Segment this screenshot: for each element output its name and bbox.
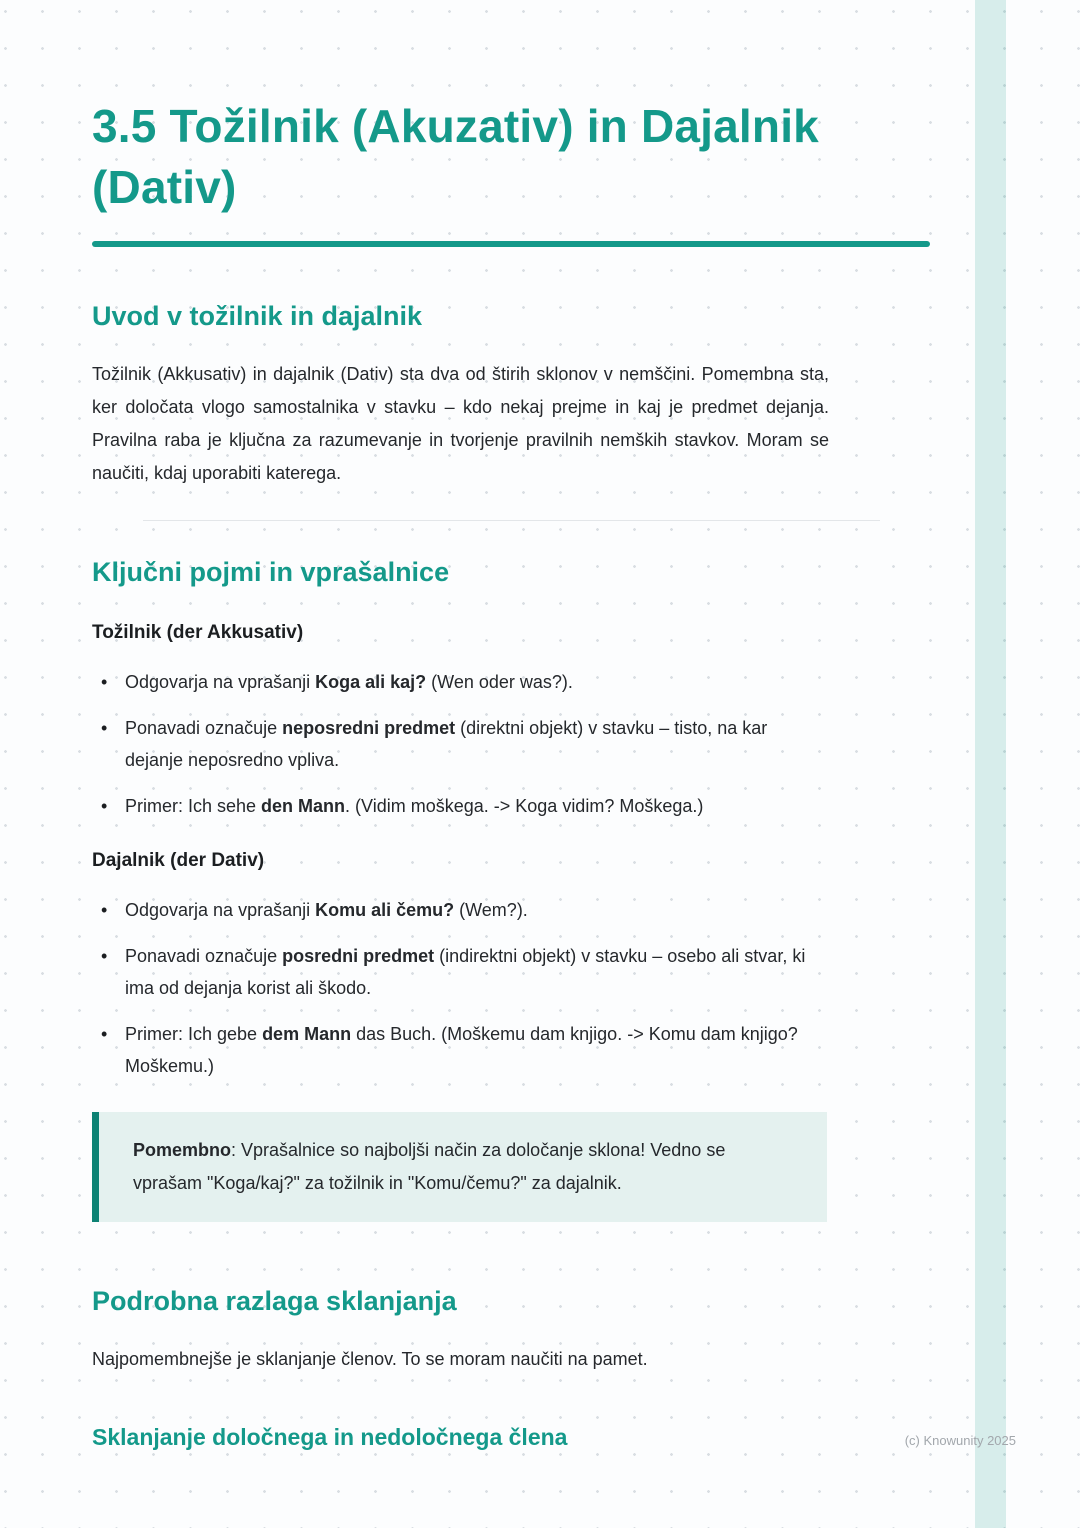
declension-paragraph: Najpomembnejše je sklanjanje členov. To se moram naučiti na pamet.: [92, 1349, 648, 1370]
bullet-list-akkusativ: [92, 666, 822, 822]
list-item: • Odgovarja na vprašanji Koga ali kaj? (Wen oder was?).: [92, 666, 822, 698]
subheading-dativ: Dajalnik (der Dativ): [92, 850, 265, 872]
subheading-akkusativ: Tožilnik (der Akkusativ): [92, 622, 304, 644]
title-underline-rule: [92, 241, 930, 247]
copyright-watermark: (c) Knowunity 2025: [904, 1433, 1016, 1448]
section-heading-concepts: Ključni pojmi in vprašalnice: [92, 557, 450, 588]
list-item: • Primer: Ich sehe den Mann. (Vidim moškega. -> Koga vidim? Moškega.): [92, 790, 822, 822]
list-item: • Ponavadi označuje neposredni predmet (direktni objekt) v stavku – tisto, na kar dejanje neposredno vpliva.: [92, 712, 822, 776]
bullet-list-dativ: [92, 894, 822, 1082]
callout-text: Pomembno: Vprašalnice so najboljši način za določanje sklona! Vedno se vprašam "Koga/kaj?" za tožilnik in "Komu/čemu?" za dajalnik.: [133, 1140, 726, 1194]
important-callout: [92, 1112, 827, 1222]
list-item: • Ponavadi označuje posredni predmet (indirektni objekt) v stavku – osebo ali stvar, ki ima od dejanja korist ali škodo.: [92, 940, 822, 1004]
subheading-article-declension: Sklanjanje določnega in nedoločnega člena: [92, 1424, 568, 1451]
page-accent-stripe: [975, 0, 1006, 1528]
section-heading-intro: Uvod v tožilnik in dajalnik: [92, 301, 423, 332]
page-title: 3.5 Tožilnik (Akuzativ) in Dajalnik (Dativ): [92, 100, 819, 213]
document-content: [92, 0, 930, 1451]
list-item: • Primer: Ich gebe dem Mann das Buch. (Moškemu dam knjigo. -> Komu dam knjigo? Moškemu.): [92, 1018, 822, 1082]
intro-paragraph: Tožilnik (Akkusativ) in dajalnik (Dativ) sta dva od štirih sklonov v nemščini. Pomembna sta, ker določata vlogo samostalnika v stavku – kdo nekaj prejme in kaj je predmet dejanja. Pravilna raba je ključna za razumevanje in tvorjenje pravilnih nemških stavkov. Moram se naučiti, kdaj uporabiti katerega.: [92, 364, 829, 484]
section-divider: [143, 520, 880, 521]
section-heading-declension: Podrobna razlaga sklanjanja: [92, 1286, 457, 1317]
list-item: • Odgovarja na vprašanji Komu ali čemu? (Wem?).: [92, 894, 822, 926]
